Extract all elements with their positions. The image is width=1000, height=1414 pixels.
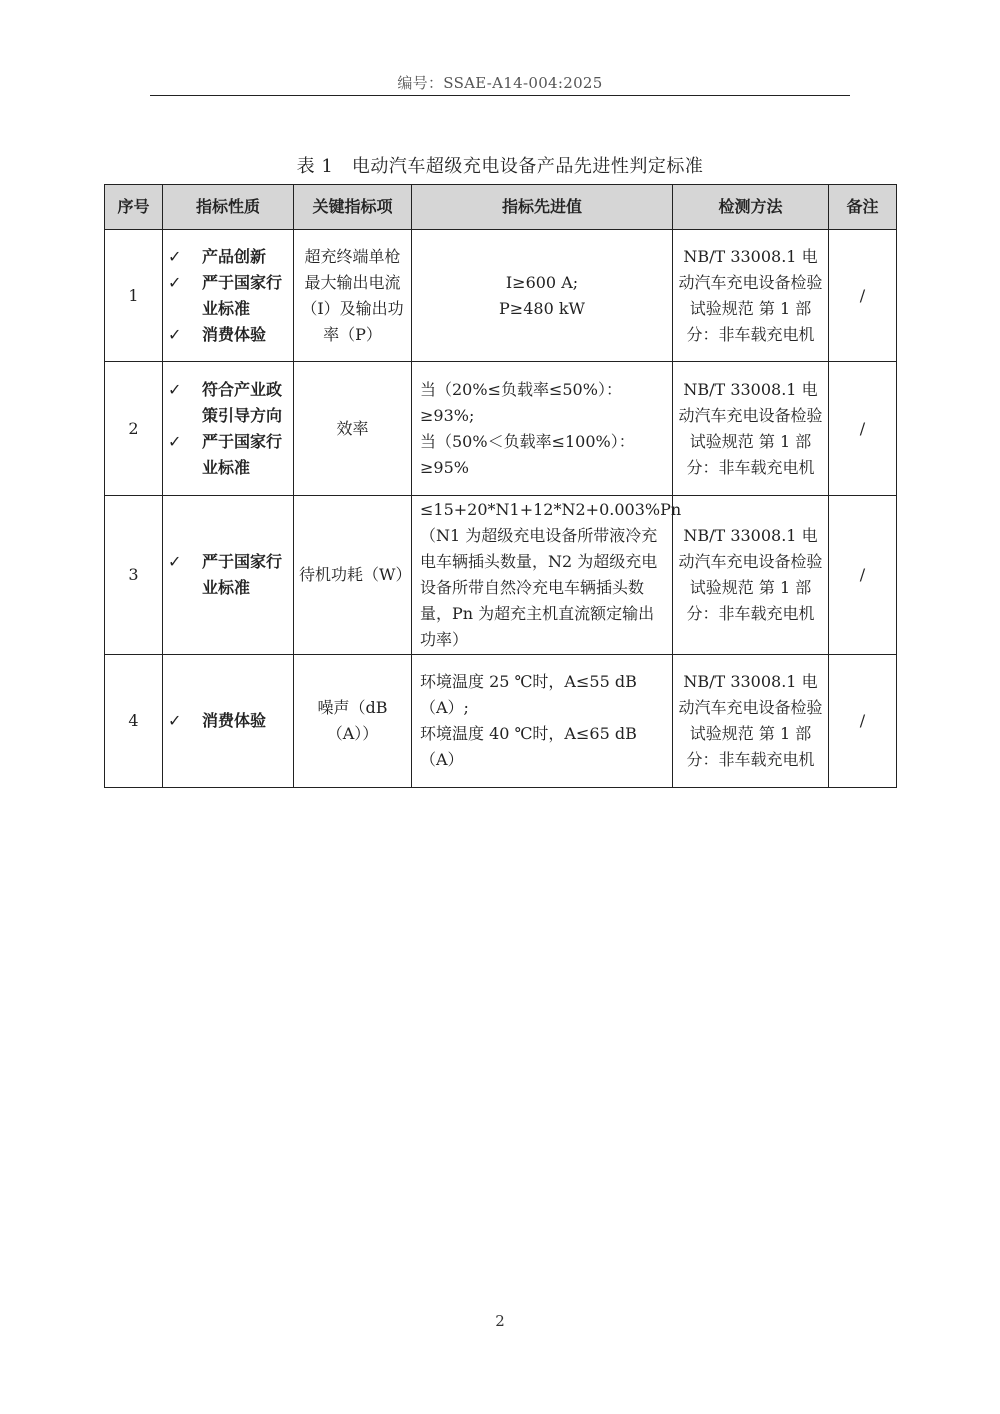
remark: / (829, 230, 897, 362)
advanced-criteria-table (104, 184, 897, 788)
column-header-advanced-value: 指标先进值 (412, 185, 673, 230)
document-number: 编号：SSAE-A14-004:2025 (397, 74, 603, 92)
check-mark-icon: ✓ (168, 711, 182, 730)
advanced-value: I≥600 A; P≥480 kW (412, 230, 673, 362)
row-number: 4 (105, 655, 163, 788)
advanced-value: ≤15+20*N1+12*N2+0.003%Pn（N1 为超级充电设备所带液冷充电车辆插头数量，N2 为超级充电设备所带自然冷充电车辆插头数量，Pn 为超充主机直流额定输出功率） (412, 496, 673, 655)
nature-item: ✓ 消费体验 (168, 708, 288, 734)
page-number: 2 (495, 1312, 505, 1330)
nature-item: ✓ 符合产业政策引导方向 (168, 377, 288, 429)
advanced-value: 当（20%≤负载率≤50%）：≥93%; 当（50%＜负载率≤100%）：≥95% (412, 362, 673, 496)
column-header-test-method: 检测方法 (673, 185, 829, 230)
key-indicator: 噪声（dB（A）） (294, 655, 412, 788)
test-method: NB/T 33008.1 电动汽车充电设备检验试验规范 第 1 部分：非车载充电机 (673, 496, 829, 655)
nature-item: ✓ 严于国家行业标准 (168, 270, 288, 322)
row-number: 3 (105, 496, 163, 655)
column-header-key-item: 关键指标项 (294, 185, 412, 230)
indicator-nature (163, 362, 294, 496)
table-header-row (105, 185, 897, 230)
header-rule (150, 95, 850, 96)
test-method: NB/T 33008.1 电动汽车充电设备检验试验规范 第 1 部分：非车载充电机 (673, 655, 829, 788)
table-row (105, 362, 897, 496)
check-mark-icon: ✓ (168, 431, 182, 451)
nature-item: ✓ 产品创新 (168, 244, 288, 270)
column-header-remark: 备注 (829, 185, 897, 230)
remark: / (829, 496, 897, 655)
remark: / (829, 362, 897, 496)
table-row (105, 496, 897, 655)
key-indicator: 效率 (294, 362, 412, 496)
table-caption: 表 1 电动汽车超级充电设备产品先进性判定标准 (296, 156, 704, 177)
key-indicator: 待机功耗（W） (294, 496, 412, 655)
check-mark-icon: ✓ (168, 324, 182, 344)
nature-item: ✓ 严于国家行业标准 (168, 549, 288, 601)
key-indicator: 超充终端单枪最大输出电流（I）及输出功率（P） (294, 230, 412, 362)
check-mark-icon: ✓ (168, 246, 182, 266)
indicator-nature (163, 496, 294, 655)
check-mark-icon: ✓ (168, 379, 182, 399)
advanced-value: 环境温度 25 ℃时，A≤55 dB（A）; 环境温度 40 ℃时，A≤65 dB（A） (412, 655, 673, 788)
column-header-no: 序号 (105, 185, 163, 230)
nature-item: ✓ 消费体验 (168, 322, 288, 348)
row-number: 1 (105, 230, 163, 362)
test-method: NB/T 33008.1 电动汽车充电设备检验试验规范 第 1 部分：非车载充电机 (673, 230, 829, 362)
remark: / (829, 655, 897, 788)
check-mark-icon: ✓ (168, 272, 182, 292)
table-row (105, 655, 897, 788)
indicator-nature (163, 655, 294, 788)
test-method: NB/T 33008.1 电动汽车充电设备检验试验规范 第 1 部分：非车载充电机 (673, 362, 829, 496)
column-header-nature: 指标性质 (163, 185, 294, 230)
row-number: 2 (105, 362, 163, 496)
check-mark-icon: ✓ (168, 552, 182, 571)
table-row (105, 230, 897, 362)
indicator-nature (163, 230, 294, 362)
nature-item: ✓ 严于国家行业标准 (168, 429, 288, 481)
